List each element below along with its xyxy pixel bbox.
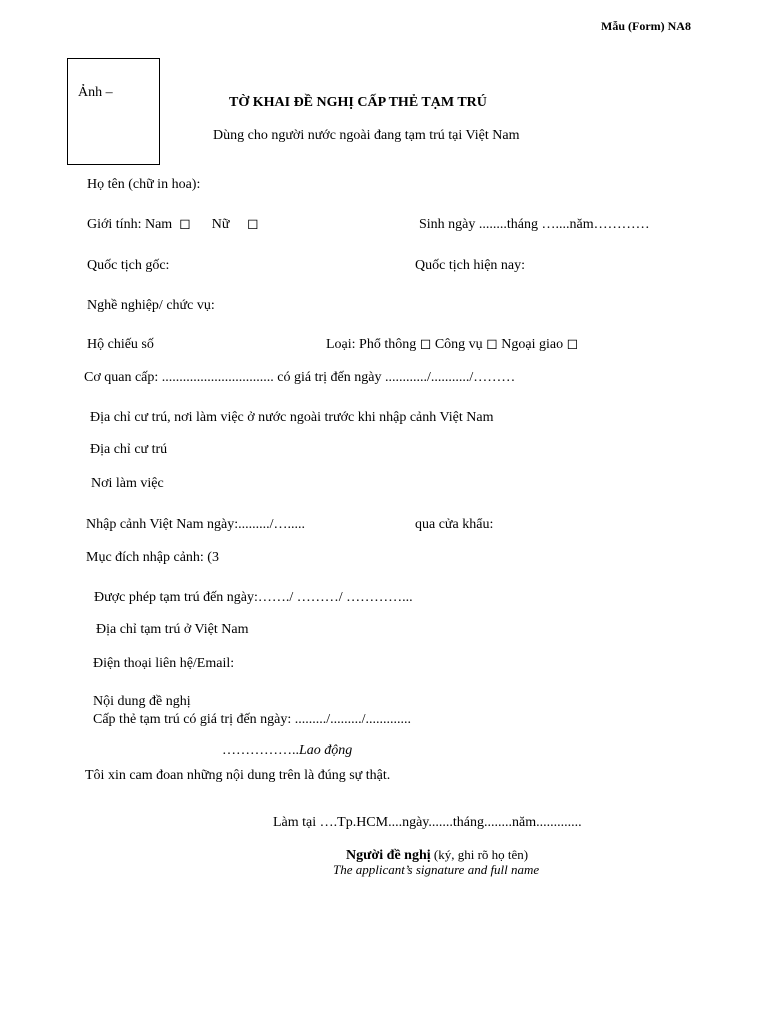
request-content-label: Nội dung đề nghị [93,694,191,709]
labor-line [222,743,352,759]
contact-field: Điện thoại liên hệ/Email: [93,656,235,671]
declaration-text: Tôi xin cam đoan những nội dung trên là đúng sự thật. [85,768,391,783]
gender-field: Giới tính: Nam ◻ Nữ ◻ [87,217,259,232]
photo-label: Ảnh – [78,85,113,100]
issuing-authority-field: Cơ quan cấp: ................................ có giá trị đến ngày ............/.........../……… [84,370,516,385]
vn-temp-address-field: Địa chỉ tạm trú ở Việt Nam [96,622,249,637]
stay-permitted-field: Được phép tạm trú đến ngày:……./ ………/ …………... [94,590,413,605]
residence-address-field: Địa chỉ cư trú [90,442,168,457]
full-name-field: Họ tên (chữ in hoa): [87,177,201,192]
photo-box [67,58,160,165]
border-gate-field: qua cửa khẩu: [415,517,494,532]
document-title: TỜ KHAI ĐỀ NGHỊ CẤP THẺ TẠM TRÚ [229,95,487,110]
workplace-field: Nơi làm việc [91,476,164,491]
form-code: Mẫu (Form) NA8 [601,19,691,33]
document-subtitle: Dùng cho người nước ngoài đang tạm trú tại Việt Nam [213,128,520,143]
entry-date-field: Nhập cảnh Việt Nam ngày:........./…..... [86,517,305,532]
labor-prefix: …………….. [222,743,299,758]
occupation-field: Nghề nghiệp/ chức vụ: [87,298,215,313]
place-date-line: Làm tại ….Tp.HCM....ngày.......tháng........năm............. [273,815,582,830]
applicant-english-label: The applicant’s signature and full name [333,862,540,877]
current-nationality-field: Quốc tịch hiện nay: [415,258,526,273]
dob-field: Sinh ngày ........tháng …....năm………… [419,217,650,232]
entry-purpose-field: Mục đích nhập cảnh: (3 [86,550,219,565]
passport-number-field: Hộ chiếu số [87,337,154,352]
foreign-address-heading: Địa chỉ cư trú, nơi làm việc ở nước ngoài trước khi nhập cảnh Việt Nam [90,410,494,425]
request-card-field: Cấp thẻ tạm trú có giá trị đến ngày: ........./........./............. [93,712,412,727]
labor-text: Lao động [299,743,353,758]
origin-nationality-field: Quốc tịch gốc: [87,258,170,273]
applicant-note: (ký, ghi rõ họ tên) [430,847,529,862]
passport-type-field: Loại: Phổ thông ◻ Công vụ ◻ Ngoại giao ◻ [326,337,579,352]
applicant-bold-label: Người đề nghị [346,848,431,863]
